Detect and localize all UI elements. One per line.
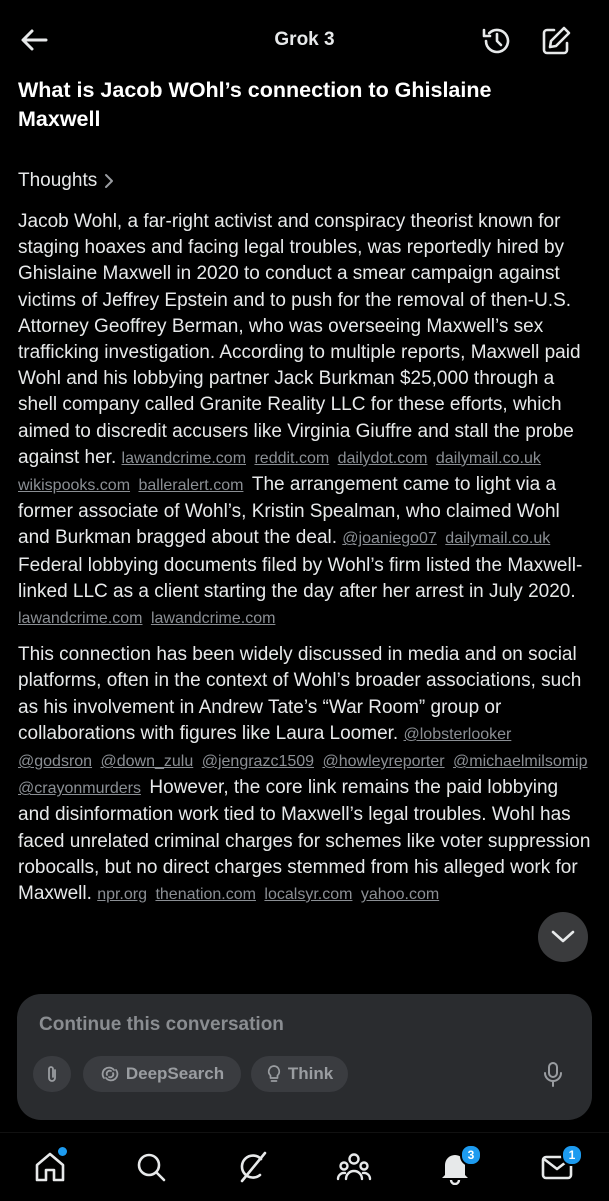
scroll-down-button[interactable]	[538, 912, 588, 962]
source-link[interactable]: dailymail.co.uk	[435, 449, 541, 467]
source-link[interactable]: thenation.com	[155, 886, 256, 904]
grok-icon	[234, 1149, 270, 1185]
new-chat-icon[interactable]	[539, 24, 573, 58]
nav-search[interactable]	[133, 1149, 169, 1185]
page-title: Grok 3	[274, 29, 335, 50]
source-link[interactable]: lawandcrime.com	[18, 610, 143, 628]
search-icon	[133, 1149, 169, 1185]
source-link[interactable]: npr.org	[97, 886, 147, 904]
answer-text: However, the core link remains the paid lobbying and disinformation work tied to Maxwell’s legal troubles. Wohl has faced unrelated criminal charges for schemes like voter suppression robocalls, but no direct charges stemmed from his alleged work for Maxwell.	[18, 777, 591, 905]
source-links	[342, 530, 554, 547]
nav-grok[interactable]	[234, 1149, 270, 1185]
deepsearch-icon	[100, 1064, 120, 1084]
composer-input[interactable]: Continue this conversation	[39, 1014, 284, 1035]
source-link[interactable]: yahoo.com	[360, 886, 440, 904]
deepsearch-label: DeepSearch	[125, 1064, 225, 1083]
source-link[interactable]: @michaelmilsomip	[453, 753, 588, 771]
paperclip-icon	[45, 1064, 59, 1084]
chevron-right-icon	[103, 172, 115, 190]
source-link[interactable]: lawandcrime.com	[150, 610, 276, 628]
answer-text: Federal lobbying documents filed by Wohl’s firm listed the Maxwell-linked LLC as a client starting the day after her arrest in July 2020.	[18, 554, 583, 602]
source-link[interactable]: @godsron	[18, 753, 93, 771]
messages-badge: 1	[561, 1144, 583, 1166]
source-link[interactable]: lawandcrime.com	[121, 449, 247, 467]
think-button[interactable]	[251, 1056, 348, 1092]
source-link[interactable]: dailydot.com	[337, 449, 428, 467]
answer-paragraph-2	[18, 642, 594, 908]
nav-notifications[interactable]	[437, 1149, 473, 1185]
question-title: What is Jacob WOhl’s connection to Ghislaine Maxwell	[18, 78, 492, 131]
answer-body	[18, 209, 594, 918]
attach-button[interactable]	[33, 1056, 71, 1092]
think-label: Think	[287, 1064, 334, 1083]
answer-text: This connection has been widely discussed in media and on social platforms, often in the context of Wohl’s broader associations, such as his involvement in Andrew Tate’s “War Room” group or collaborations with figures like Laura Loomer.	[18, 644, 582, 744]
answer-paragraph-1	[18, 209, 594, 632]
home-notification-dot	[58, 1147, 67, 1156]
answer-text: Jacob Wohl, a far-right activist and conspiracy theorist known for staging hoaxes and facing legal troubles, was reportedly hired by Ghislaine Maxwell in 2020 to conduct a smear campaign against victims of Jeffrey Epstein and to push for the removal of then-U.S. Attorney Geoffrey Berman, who was overseeing Maxwell’s sex trafficking investigation. According to multiple reports, Maxwell paid Wohl and his lobbying partner Jack Burkman $25,000 through a shell company called Granite Reality LLC for these efforts, which aimed to discredit accusers like Virginia Giuffre and stall the probe against her.	[18, 211, 581, 468]
composer[interactable]	[17, 994, 592, 1120]
deepsearch-button[interactable]	[83, 1056, 241, 1092]
communities-icon	[336, 1149, 372, 1185]
source-link[interactable]: balleralert.com	[138, 477, 244, 495]
nav-home[interactable]	[32, 1149, 68, 1185]
source-links	[18, 610, 279, 627]
thoughts-label: Thoughts	[18, 170, 98, 191]
source-link[interactable]: localsyr.com	[264, 886, 353, 904]
nav-communities[interactable]	[336, 1149, 372, 1185]
chevron-down-icon	[550, 929, 576, 945]
history-icon[interactable]	[480, 24, 514, 58]
top-bar	[0, 0, 609, 78]
source-link[interactable]: @jengrazc1509	[201, 753, 315, 771]
source-link[interactable]: @lobsterlooker	[403, 725, 512, 743]
source-link[interactable]: @joaniego07	[342, 530, 437, 548]
source-link[interactable]: dailymail.co.uk	[445, 530, 551, 548]
source-link[interactable]: @down_zulu	[100, 753, 194, 771]
source-link[interactable]: @crayonmurders	[18, 780, 141, 798]
back-arrow-icon[interactable]	[18, 24, 50, 56]
thoughts-toggle[interactable]	[18, 170, 115, 192]
nav-messages[interactable]	[539, 1149, 575, 1185]
bottom-nav	[0, 1132, 609, 1201]
source-link[interactable]: reddit.com	[254, 449, 330, 467]
answer-text: The arrangement came to light via a former associate of Wohl’s, Kristin Spealman, who claimed Wohl and Burkman bragged about the deal.	[18, 474, 560, 549]
notifications-badge: 3	[460, 1144, 482, 1166]
source-link[interactable]: @howleyreporter	[322, 753, 445, 771]
lightbulb-icon	[266, 1064, 282, 1084]
microphone-icon[interactable]	[537, 1058, 569, 1090]
source-link[interactable]: wikispooks.com	[18, 477, 131, 495]
source-links	[97, 886, 443, 903]
